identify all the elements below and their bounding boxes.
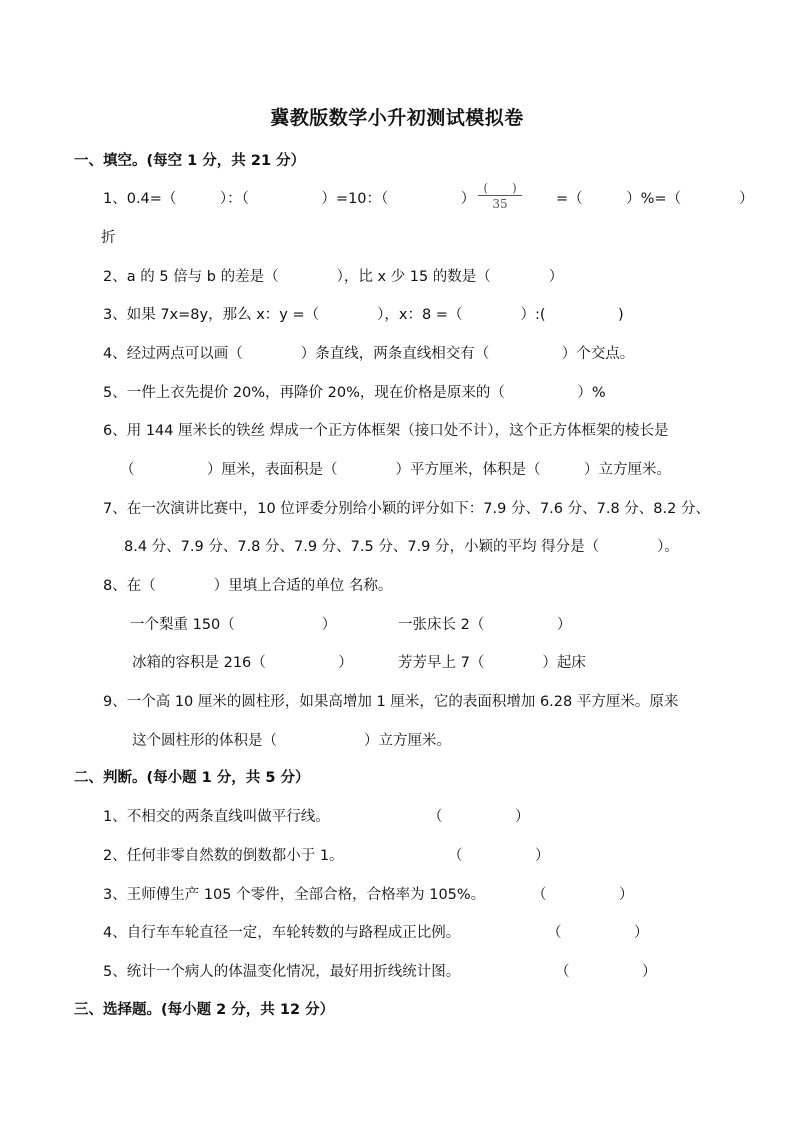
fraction-numerator: ( ) bbox=[483, 181, 517, 195]
question-8-item-4: 芳芳早上 7（ ）起床 bbox=[398, 655, 586, 671]
question-2: 2、a 的 5 倍与 b 的差是（ ），比 x 少 15 的数是（ ） bbox=[103, 269, 564, 285]
question-8: 8、在（ ）里填上合适的单位 名称。 bbox=[103, 578, 393, 594]
question-7-line-2: 8.4 分、7.9 分、7.8 分、7.9 分、7.5 分、7.9 分，小颖的平均 得分是（ ）。 bbox=[124, 539, 679, 555]
page-title: 冀教版数学小升初测试模拟卷 bbox=[270, 107, 524, 129]
judgment-item-5: 5、统计一个病人的体温变化情况，最好用折线统计图。 bbox=[103, 964, 461, 980]
question-7-line-1: 7、在一次演讲比赛中，10 位评委分别给小颖的评分如下：7.9 分、7.6 分、7.8 分、8.2 分、 bbox=[103, 501, 710, 517]
question-8-item-2: 一张床长 2（ ） bbox=[398, 617, 572, 633]
section-3-heading: 三、选择题。(每小题 2 分，共 12 分） bbox=[74, 1002, 335, 1018]
judgment-item-4: 4、自行车车轮直径一定，车轮转数的与路程成正比例。 bbox=[103, 925, 461, 941]
question-3: 3、如果 7x=8y，那么 x：y =（ ），x：8 =（ ）:( ) bbox=[103, 307, 624, 323]
judgment-blank-4: （ ） bbox=[547, 925, 649, 941]
judgment-item-3: 3、王师傅生产 105 个零件，全部合格，合格率为 105%。 bbox=[103, 887, 486, 903]
section-1-heading: 一、填空。(每空 1 分，共 21 分） bbox=[74, 153, 306, 169]
judgment-item-1: 1、不相交的两条直线叫做平行线。 bbox=[103, 809, 330, 825]
fraction-denominator: 35 bbox=[492, 197, 508, 211]
question-6-line-1: 6、用 144 厘米长的铁丝 焊成一个正方体框架（接口处不计），这个正方体框架的棱长是 bbox=[103, 423, 669, 439]
judgment-blank-5: （ ） bbox=[555, 964, 657, 980]
question-1-part-c: 折 bbox=[101, 230, 116, 246]
question-1-fraction bbox=[478, 182, 522, 210]
question-1-part-b: =（ ）%=（ ） bbox=[556, 191, 754, 207]
question-6-line-2: （ ）厘米，表面积是（ ）平方厘米，体积是（ ）立方厘米。 bbox=[120, 462, 671, 478]
question-8-item-3: 冰箱的容积是 216（ ） bbox=[132, 655, 353, 671]
question-8-item-1: 一个梨重 150（ ） bbox=[130, 617, 337, 633]
question-5: 5、一件上衣先提价 20%，再降价 20%，现在价格是原来的（ ）% bbox=[103, 385, 606, 401]
question-1-part-a: 1、0.4=（ ）：（ ）=10：（ ） bbox=[103, 191, 476, 207]
question-9-line-2: 这个圆柱形的体积是（ ）立方厘米。 bbox=[132, 733, 451, 749]
question-4: 4、经过两点可以画（ ）条直线，两条直线相交有（ ）个交点。 bbox=[103, 346, 635, 362]
fraction-bar bbox=[478, 195, 522, 196]
section-2-heading: 二、判断。(每小题 1 分，共 5 分） bbox=[74, 770, 310, 786]
judgment-blank-2: （ ） bbox=[448, 848, 550, 864]
question-9-line-1: 9、一个高 10 厘米的圆柱形，如果高增加 1 厘米，它的表面积增加 6.28 平方厘米。原来 bbox=[103, 694, 679, 710]
judgment-blank-1: （ ） bbox=[428, 809, 530, 825]
judgment-item-2: 2、任何非零自然数的倒数都小于 1。 bbox=[103, 848, 344, 864]
judgment-blank-3: （ ） bbox=[532, 887, 634, 903]
